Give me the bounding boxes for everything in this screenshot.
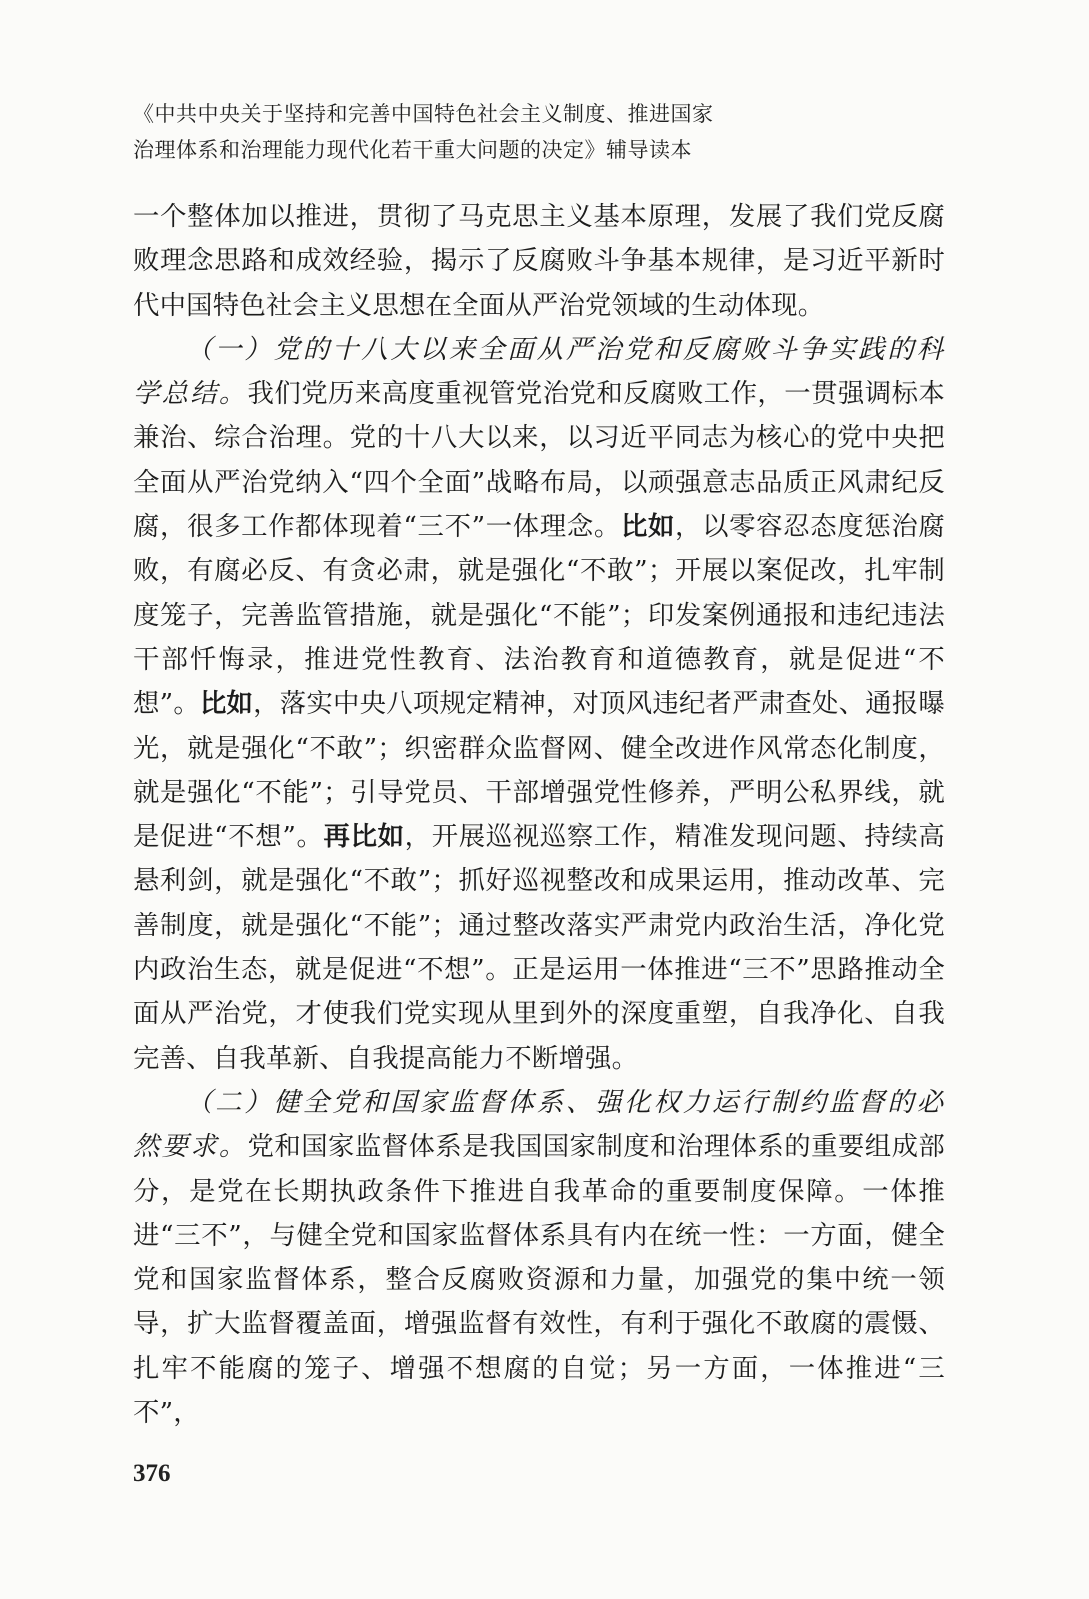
paragraph-text: ，落实中央八项规定精神，对顶风违纪者严肃查处、通报曝光，就是强化“不敢”；织密群众监督网、健全改进作风常态化制度，就是强化“不能”；引导党员、干部增强党性修养，严明公私界线，就是促进“不想”。 [133, 688, 946, 853]
page-number: 376 [133, 1460, 171, 1487]
section-heading-one: （一）党的十八大以来全面从严治党和反腐败斗争实践的科学总结。 [133, 333, 945, 410]
paragraph-section-two [133, 1081, 945, 1435]
paragraph-section-one [133, 328, 945, 1081]
body-text [133, 195, 945, 1435]
running-header-line-1: 《中共中央关于坚持和完善中国特色社会主义制度、推进国家 [133, 102, 714, 126]
section-heading-two: （二）健全党和国家监督体系、强化权力运行制约监督的必然要求。 [133, 1086, 945, 1163]
emphasis-for-example: 比如 [199, 688, 254, 720]
running-header [133, 96, 953, 168]
paragraph-text: 一个整体加以推进，贯彻了马克思主义基本原理，发展了我们党反腐败理念思路和成效经验，揭示了反腐败斗争基本规律，是习近平新时代中国特色社会主义思想在全面从严治党领域的生动体现。 [133, 201, 945, 321]
paragraph-text: 党和国家监督体系是我国国家制度和治理体系的重要组成部分，是党在长期执政条件下推进自我革命的重要制度保障。一体推进“三不”，与健全党和国家监督体系具有内在统一性：一方面，健全党和国家监督体系，整合反腐败资源和力量，加强党的集中统一领导，扩大监督覆盖面，增强监督有效性，有利于强化不敢腐的震慑、扎牢不能腐的笼子、增强不想腐的自觉；另一方面，一体推进“三不”， [133, 1131, 946, 1429]
paragraph-text: ，以零容忍态度惩治腐败，有腐必反、有贪必肃，就是强化“不敢”；开展以案促改，扎牢制度笼子，完善监管措施，就是强化“不能”；印发案例通报和违纪违法干部忏悔录，推进党性教育、法治教育和道德教育，就是促进“不想”。 [133, 511, 945, 720]
running-header-line-2: 治理体系和治理能力现代化若干重大问题的决定》辅导读本 [133, 138, 692, 162]
paragraph-continuation [133, 195, 945, 328]
emphasis-another-example: 再比如 [323, 821, 405, 853]
paragraph-text: 我们党历来高度重视管党治党和反腐败工作，一贯强调标本兼治、综合治理。党的十八大以来，以习近平同志为核心的党中央把全面从严治党纳入“四个全面”战略布局，以顽强意志品质正风肃纪反腐，很多工作都体现着“三不”一体理念。 [133, 378, 946, 543]
paragraph-text: ，开展巡视巡察工作，精准发现问题、持续高悬利剑，就是强化“不敢”；抓好巡视整改和成果运用，推动改革、完善制度，就是强化“不能”；通过整改落实严肃党内政治生活，净化党内政治生态，就是促进“不想”。正是运用一体推进“三不”思路推动全面从严治党，才使我们党实现从里到外的深度重塑，自我净化、自我完善、自我革新、自我提高能力不断增强。 [133, 821, 945, 1074]
emphasis-for-example: 比如 [620, 511, 676, 543]
